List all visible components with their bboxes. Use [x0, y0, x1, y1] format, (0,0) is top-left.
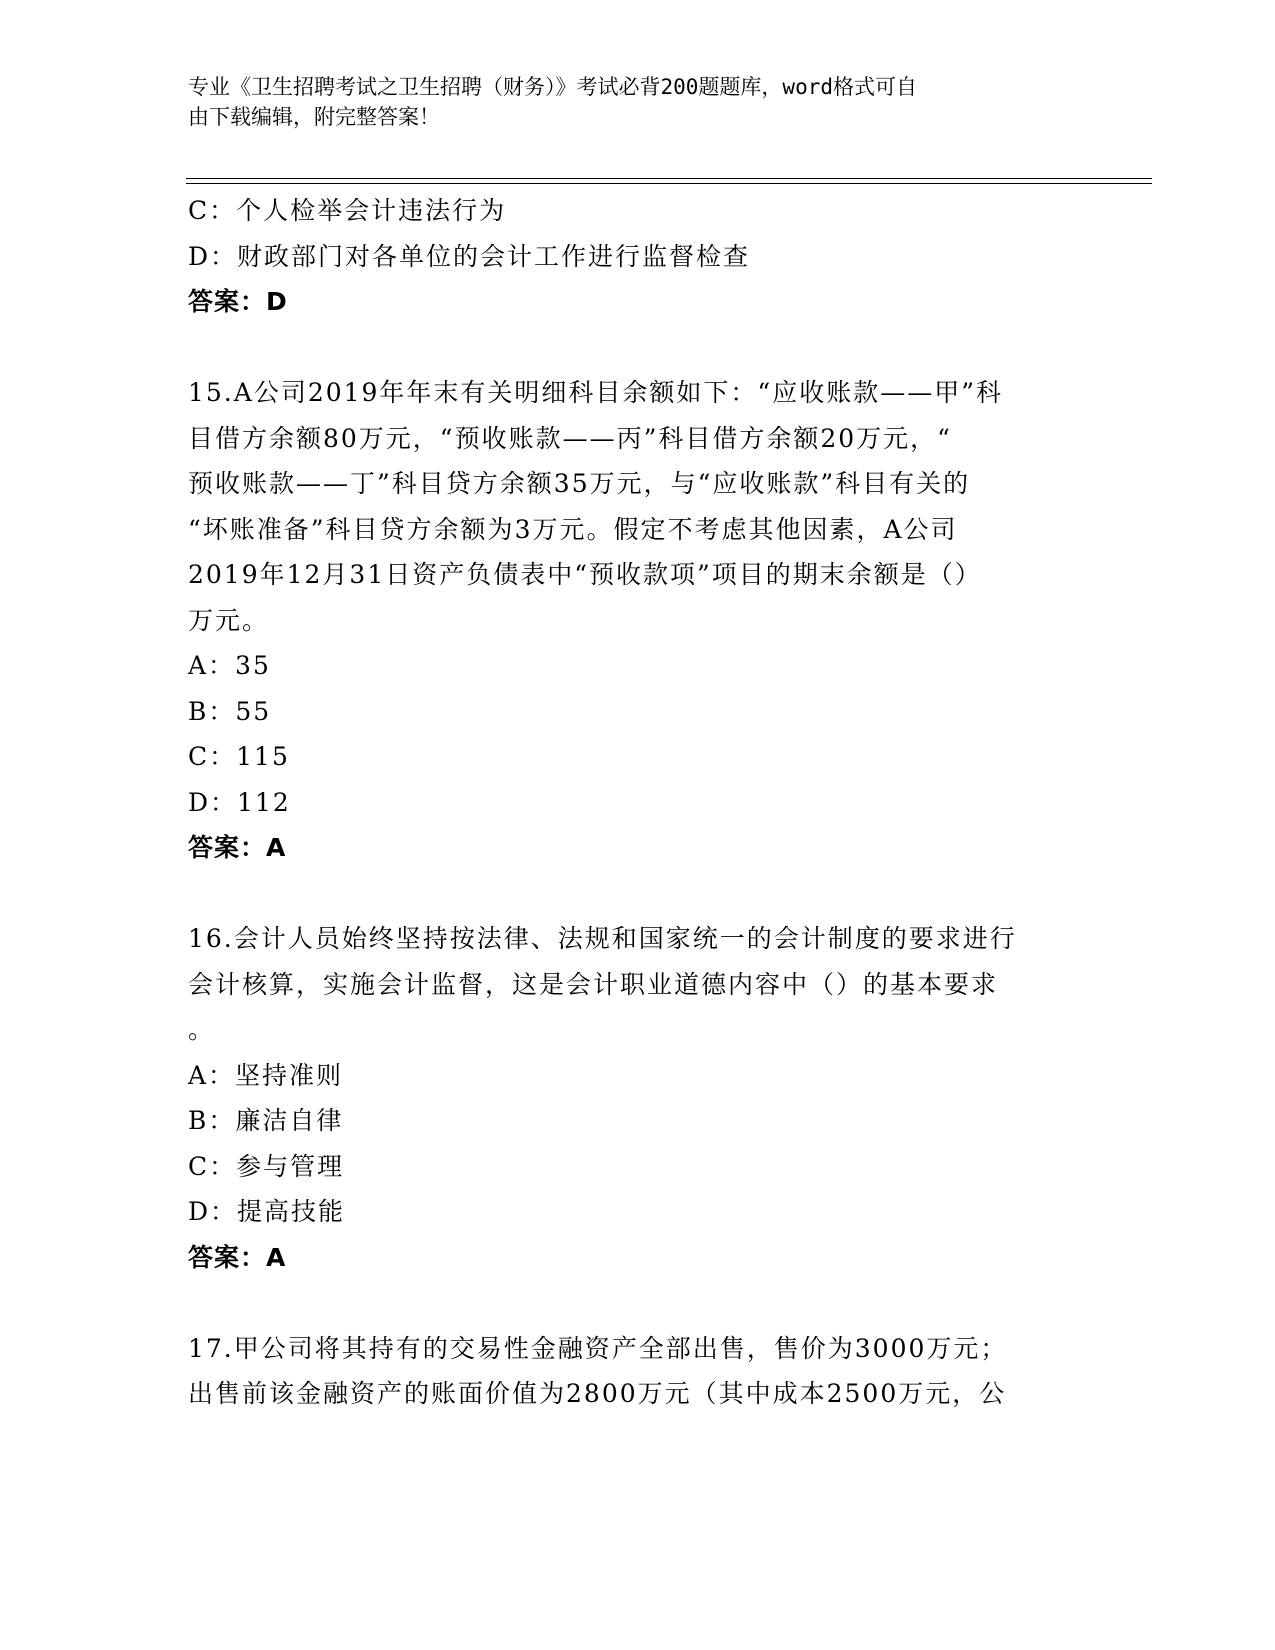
option-d: D：财政部门对各单位的会计工作进行监督检查 — [188, 241, 751, 271]
option-d: D：提高技能 — [188, 1197, 346, 1226]
answer-line: 答案：A — [188, 833, 287, 862]
option-a: A：35 — [188, 651, 271, 680]
question-16 — [188, 916, 1088, 1280]
answer-line: 答案：A — [188, 1242, 287, 1272]
option-c: C：个人检举会计违法行为 — [188, 196, 507, 225]
question-text-line: 目借方余额80万元，“预收账款——丙”科目借方余额20万元，“ — [188, 423, 952, 453]
option-a: A：坚持准则 — [188, 1060, 344, 1090]
answer-line: 答案：D — [188, 287, 288, 316]
option-b: B：廉洁自律 — [188, 1106, 344, 1135]
question-text-line: 会计核算，实施会计监督，这是会计职业道德内容中（）的基本要求 — [188, 969, 999, 999]
header-rule-top — [186, 178, 1152, 179]
header-line-1: 专业《卫生招聘考试之卫生招聘（财务）》考试必背200题题库，word格式可自 — [188, 75, 917, 99]
question-text-line: 万元。 — [188, 605, 270, 635]
spacer — [188, 871, 1088, 917]
option-c: C：115 — [188, 742, 290, 771]
header-line-2: 由下载编辑，附完整答案！ — [188, 105, 440, 129]
spacer — [188, 1280, 1088, 1326]
question-text-line: 。 — [188, 1015, 216, 1044]
question-text-line: 15.A公司2019年年末有关明细科目余额如下：“应收账款——甲”科 — [188, 378, 1003, 407]
question-text-line: 16.会计人员始终坚持按法律、法规和国家统一的会计制度的要求进行 — [188, 924, 1017, 953]
document-body — [188, 188, 1088, 1417]
question-15 — [188, 370, 1088, 871]
question-17 — [188, 1326, 1088, 1417]
option-d: D：112 — [188, 787, 291, 817]
spacer — [188, 325, 1088, 371]
question-text-line: 出售前该金融资产的账面价值为2800万元（其中成本2500万元，公 — [188, 1379, 1007, 1408]
question-text-line: 17.甲公司将其持有的交易性金融资产全部出售，售价为3000万元； — [188, 1333, 1008, 1363]
option-c: C：参与管理 — [188, 1151, 345, 1181]
question-text-line: “坏账准备”科目贷方余额为3万元。假定不考虑其他因素，A公司 — [188, 514, 958, 544]
question-text-line: 2019年12月31日资产负债表中“预收款项”项目的期末余额是（） — [188, 560, 982, 589]
question-text-line: 预收账款——丁”科目贷方余额35万元，与“应收账款”科目有关的 — [188, 469, 971, 498]
header-rule-bottom — [186, 183, 1152, 184]
option-b: B：55 — [188, 696, 272, 726]
document-header — [188, 72, 1068, 132]
